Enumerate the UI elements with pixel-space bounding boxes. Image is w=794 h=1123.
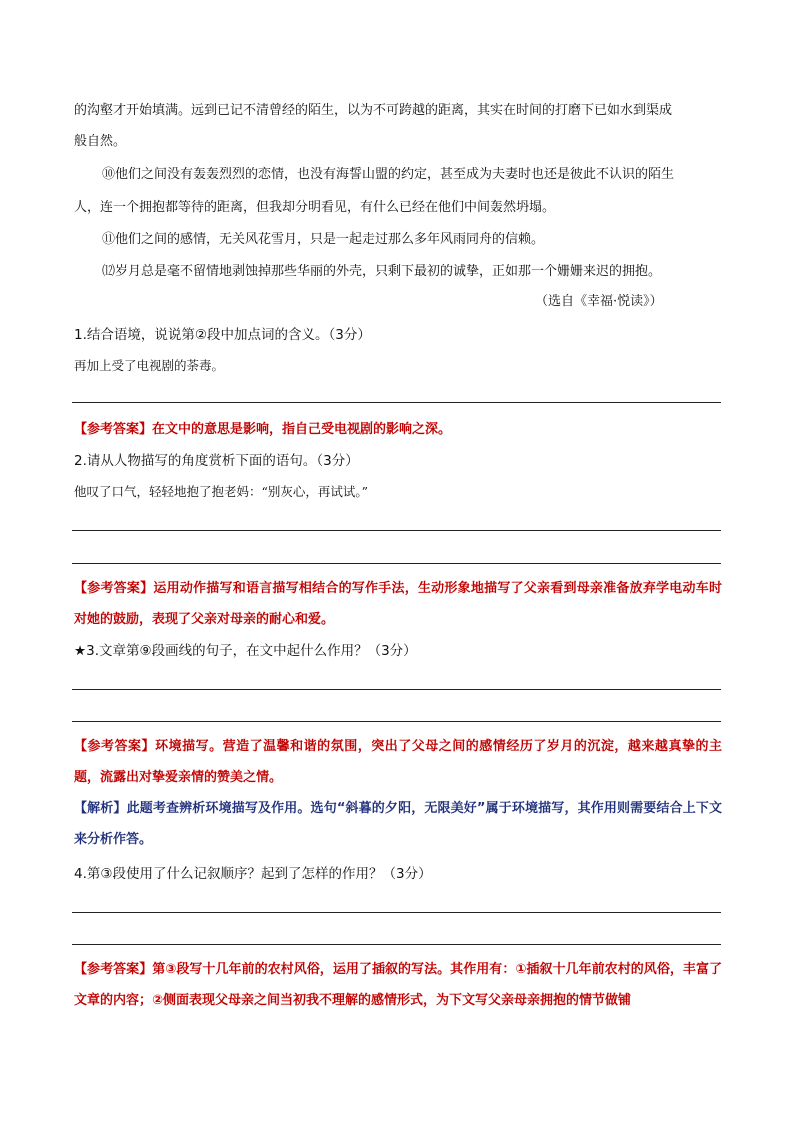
answer-text: 第③段写十几年前的农村风俗，运用了插叙的写法。其作用有：①插叙十几年前农村的风俗，丰富了文章的内容；②侧面表现父母亲之间当初我不理解的感情形式，为下文写父亲母亲拥抱的情节做铺 (74, 962, 722, 1008)
answer-line (72, 944, 721, 945)
answer-line (72, 530, 721, 531)
passage-line: 的沟壑才开始填满。远到已记不清曾经的陌生，以为不可跨越的距离，其实在时间的打磨下已如水到渠成 (74, 103, 673, 118)
question-2: 2.请从人物描写的角度赏析下面的语句。（3分） (74, 453, 359, 469)
answer-text: 在文中的意思是影响，指自己受电视剧的影响之深。 (152, 422, 452, 437)
question-2-quote: 他叹了口气，轻轻地抱了抱老妈：“别灰心，再试试。” (74, 484, 369, 499)
answer-text: 运用动作描写和语言描写相结合的写作手法，生动形象地描写了父亲看到母亲准备放弃学电动车时对她的鼓励，表现了父亲对母亲的耐心和爱。 (74, 581, 722, 627)
paragraph-12: ⑿岁月总是毫不留情地剥蚀掉那些华丽的外壳，只剩下最初的诚挚，正如那一个姗姗来迟的拥抱。 (102, 264, 662, 279)
analysis-tag: 【解析】 (74, 801, 127, 816)
answer-text: 环境描写。营造了温馨和谐的氛围，突出了父母之间的感情经历了岁月的沉淀，越来越真挚的主题，流露出对挚爱亲情的赞美之情。 (74, 739, 722, 785)
passage-line: 般自然。 (74, 134, 127, 149)
source-citation: （选自《幸福·悦读》） (535, 294, 663, 309)
answer-line (72, 721, 721, 722)
question-3: ★3.文章第⑨段画线的句子，在文中起什么作用？（3分） (74, 643, 417, 659)
paragraph-11: ⑪他们之间的感情，无关风花雪月，只是一起走过那么多年风雨同舟的信赖。 (102, 232, 545, 247)
answer-tag: 【参考答案】 (74, 962, 153, 977)
answer-4 (74, 954, 722, 1016)
answer-1 (74, 414, 722, 445)
answer-3 (74, 731, 722, 793)
answer-tag: 【参考答案】 (74, 422, 153, 437)
answer-tag: 【参考答案】 (74, 739, 156, 754)
answer-line (72, 912, 721, 913)
answer-2 (74, 573, 722, 635)
analysis-text: 此题考查辨析环境描写及作用。选句“斜暮的夕阳，无限美好”属于环境描写，其作用则需要结合上下文来分析作答。 (74, 801, 722, 847)
answer-line (72, 563, 721, 564)
analysis-3 (74, 793, 722, 855)
answer-line (72, 689, 721, 690)
paragraph-10-cont: 人，连一个拥抱都等待的距离，但我却分明看见，有什么已经在他们中间轰然坍塌。 (74, 200, 556, 215)
answer-tag: 【参考答案】 (74, 581, 154, 596)
paragraph-10: ⑩他们之间没有轰轰烈烈的恋情，也没有海誓山盟的约定，甚至成为夫妻时也还是彼此不认识的陌生 (102, 167, 675, 182)
answer-line (72, 402, 721, 403)
question-1-quote: 再加上受了电视剧的荼毒。 (74, 358, 225, 373)
question-4: 4.第③段使用了什么记叙顺序？起到了怎样的作用？（3分） (74, 866, 432, 882)
question-1: 1.结合语境，说说第②段中加点词的含义。（3分） (74, 327, 371, 343)
